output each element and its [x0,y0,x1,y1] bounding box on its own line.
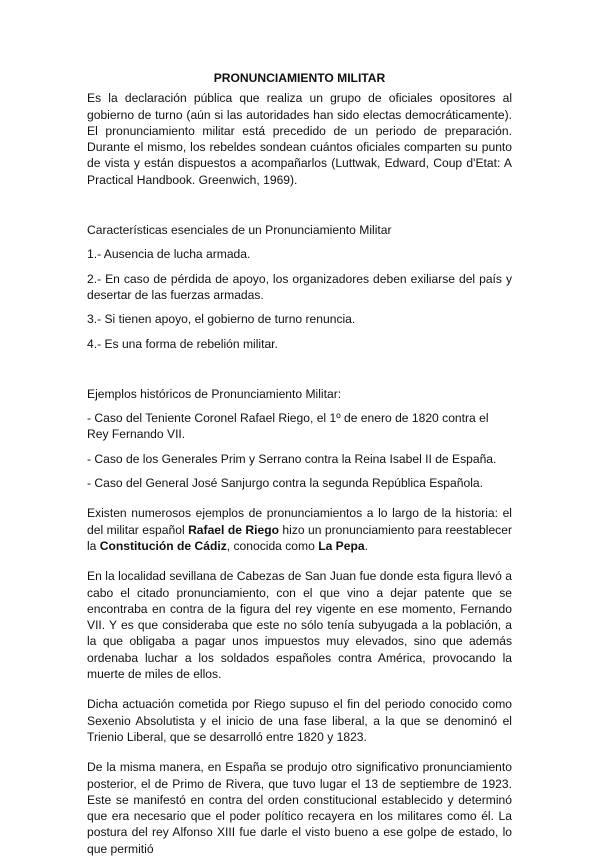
constitution-name: Constitución de Cádiz [99,538,227,553]
document-title: PRONUNCIAMIENTO MILITAR [213,71,386,85]
la-pepa-name: La Pepa [318,538,365,553]
examples-heading: Ejemplos históricos de Pronunciamiento Militar: [87,386,342,401]
riego-text-2: hizo un pronunciamiento para reestablecer la [87,522,512,553]
riego-text-3: , conocida como [226,538,319,553]
riego-text-4: . [364,538,368,553]
characteristic-item: 3.- Si tienen apoyo, el gobierno de turno renuncia. [87,312,356,327]
example-item: - Caso del General José Sanjurgo contra la segunda República Española. [87,476,483,491]
example-item: - Caso de los Generales Prim y Serrano contra la Reina Isabel II de España. [87,451,497,466]
characteristic-item: 4.- Es una forma de rebelión militar. [87,336,278,351]
riego-name: Rafael de Riego [188,522,279,537]
body-paragraph: De la misma manera, en España se produjo otro significativo pronunciamiento posterior, el de Primo de Rivera, que tuvo lugar el 13 de septiembre de 1923. Este se manifestó en contra del orden constitucional establecido y determinó que era necesario que el poder político recayera en los militares como él. La postura del rey Alfonso XIII fue darle el visto bueno a ese golpe de estado, lo que permitió [87,760,512,856]
body-paragraph: En la localidad sevillana de Cabezas de San Juan fue donde esta figura llevó a cabo el citado pronunciamiento, con el que vino a dejar patente que se encontraba en contra de la figura del rey vigente en ese momento, Fernando VII. Y es que consideraba que este no sólo tenía subyugada a la población, a la que obligaba a pagar unos impuestos muy elevados, sino que además ordenaba luchar a los soldados españoles contra América, provocando la muerte de miles de ellos. [87,569,512,682]
characteristics-heading: Características esenciales de un Pronunciamiento Militar [87,223,392,238]
characteristic-item: 2.- En caso de pérdida de apoyo, los organizadores deben exiliarse del país y desertar de las fuerzas armadas. [87,271,512,302]
document-page [87,70,512,857]
body-paragraph: Dicha actuación cometida por Riego supuso el fin del periodo conocido como Sexenio Absolutista y el inicio de una fase liberal, a la que se denominó el Trienio Liberal, que se desarrolló entre 1820 y 1823. [87,697,512,744]
intro-paragraph: Es la declaración pública que realiza un grupo de oficiales opositores al gobierno de turno (aún si las autoridades han sido electas democráticamente). El pronunciamiento militar está precedido de un periodo de preparación. Durante el mismo, los rebeldes sondean cuántos oficiales comparten su punto de vista y están dispuestos a acompañarlos (Luttwak, Edward, Coup d'Etat: A Practical Handbook. Greenwich, 1969). [87,91,512,187]
riego-paragraph [87,505,512,554]
example-item: - Caso del Teniente Coronel Rafael Riego, el 1º de enero de 1820 contra el Rey Fernando VII. [87,411,489,442]
riego-text-1: Existen numerosos ejemplos de pronunciamientos a lo largo de la historia: el del militar español [87,506,512,537]
characteristic-item: 1.- Ausencia de lucha armada. [87,247,251,262]
